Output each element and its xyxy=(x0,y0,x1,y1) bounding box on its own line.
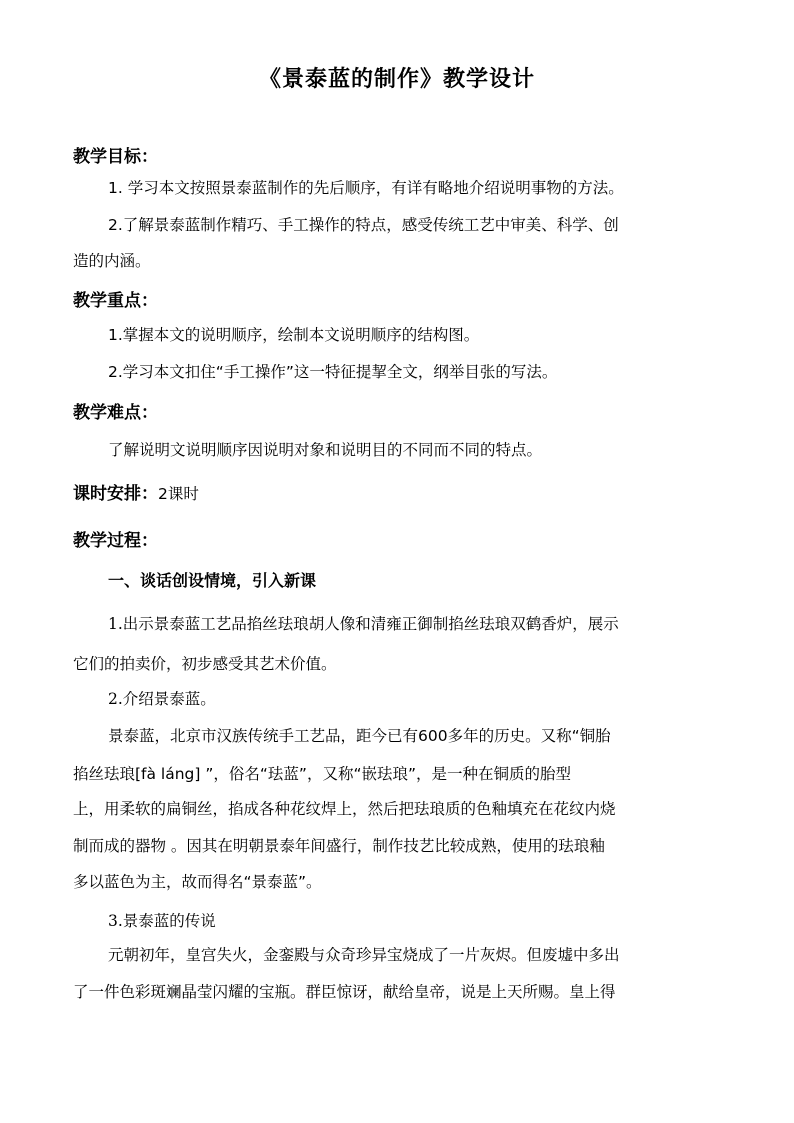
legend-paragraph-line: 了一件色彩斑斓晶莹闪耀的宝瓶。群臣惊讶，献给皇帝，说是上天所赐。皇上得 xyxy=(73,983,616,1001)
difficulties-heading: 教学难点： xyxy=(73,403,158,423)
schedule-heading: 课时安排： xyxy=(73,484,158,504)
legend-paragraph-line: 元朝初年，皇宫失火，金銮殿与众奇珍异宝烧成了一片灰烬。但废墟中多出 xyxy=(108,946,620,964)
section1-item1-line: 它们的拍卖价，初步感受其艺术价值。 xyxy=(73,655,337,673)
intro-paragraph-line: 掐丝珐琅[fà láng] ”，俗名“珐蓝”，又称“嵌珐琅”，是一种在铜质的胎型 xyxy=(73,765,572,783)
intro-paragraph-line: 景泰蓝，北京市汉族传统手工艺品，距今已有600多年的历史。又称“铜胎 xyxy=(108,727,611,745)
objectives-line: 造的内涵。 xyxy=(73,252,151,270)
difficulties-line: 了解说明文说明顺序因说明对象和说明目的不同而不同的特点。 xyxy=(108,441,543,459)
page-title: 《景泰蓝的制作》教学设计 xyxy=(258,67,535,92)
key-points-line: 2.学习本文扣住“手工操作”这一特征提挈全文，纲举目张的写法。 xyxy=(108,363,558,381)
section1-item3: 3.景泰蓝的传说 xyxy=(108,912,216,930)
process-heading: 教学过程： xyxy=(73,531,158,551)
objectives-line: 2.了解景泰蓝制作精巧、手工操作的特点，感受传统工艺中审美、科学、创 xyxy=(108,216,619,234)
intro-paragraph-line: 上，用柔软的扁铜丝，掐成各种花纹焊上，然后把珐琅质的色釉填充在花纹内烧 xyxy=(73,800,616,818)
key-points-line: 1.掌握本文的说明顺序，绘制本文说明顺序的结构图。 xyxy=(108,326,480,344)
schedule-row xyxy=(73,479,199,504)
section1-item1-line: 1.出示景泰蓝工艺品掐丝珐琅胡人像和清雍正御制掐丝珐琅双鹤香炉，展示 xyxy=(108,615,619,633)
objectives-heading: 教学目标： xyxy=(73,147,158,167)
intro-paragraph-line: 多以蓝色为主，故而得名“景泰蓝”。 xyxy=(73,873,322,891)
key-points-heading: 教学重点： xyxy=(73,291,158,311)
section1-heading: 一、谈话创设情境，引入新课 xyxy=(108,571,317,590)
section1-item2: 2.介绍景泰蓝。 xyxy=(108,690,216,708)
schedule-value: 2课时 xyxy=(158,485,199,503)
objectives-line: 1. 学习本文按照景泰蓝制作的先后顺序，有详有略地介绍说明事物的方法。 xyxy=(108,179,624,197)
intro-paragraph-line: 制而成的器物 。因其在明朝景泰年间盛行，制作技艺比较成熟，使用的珐琅釉 xyxy=(73,837,605,855)
